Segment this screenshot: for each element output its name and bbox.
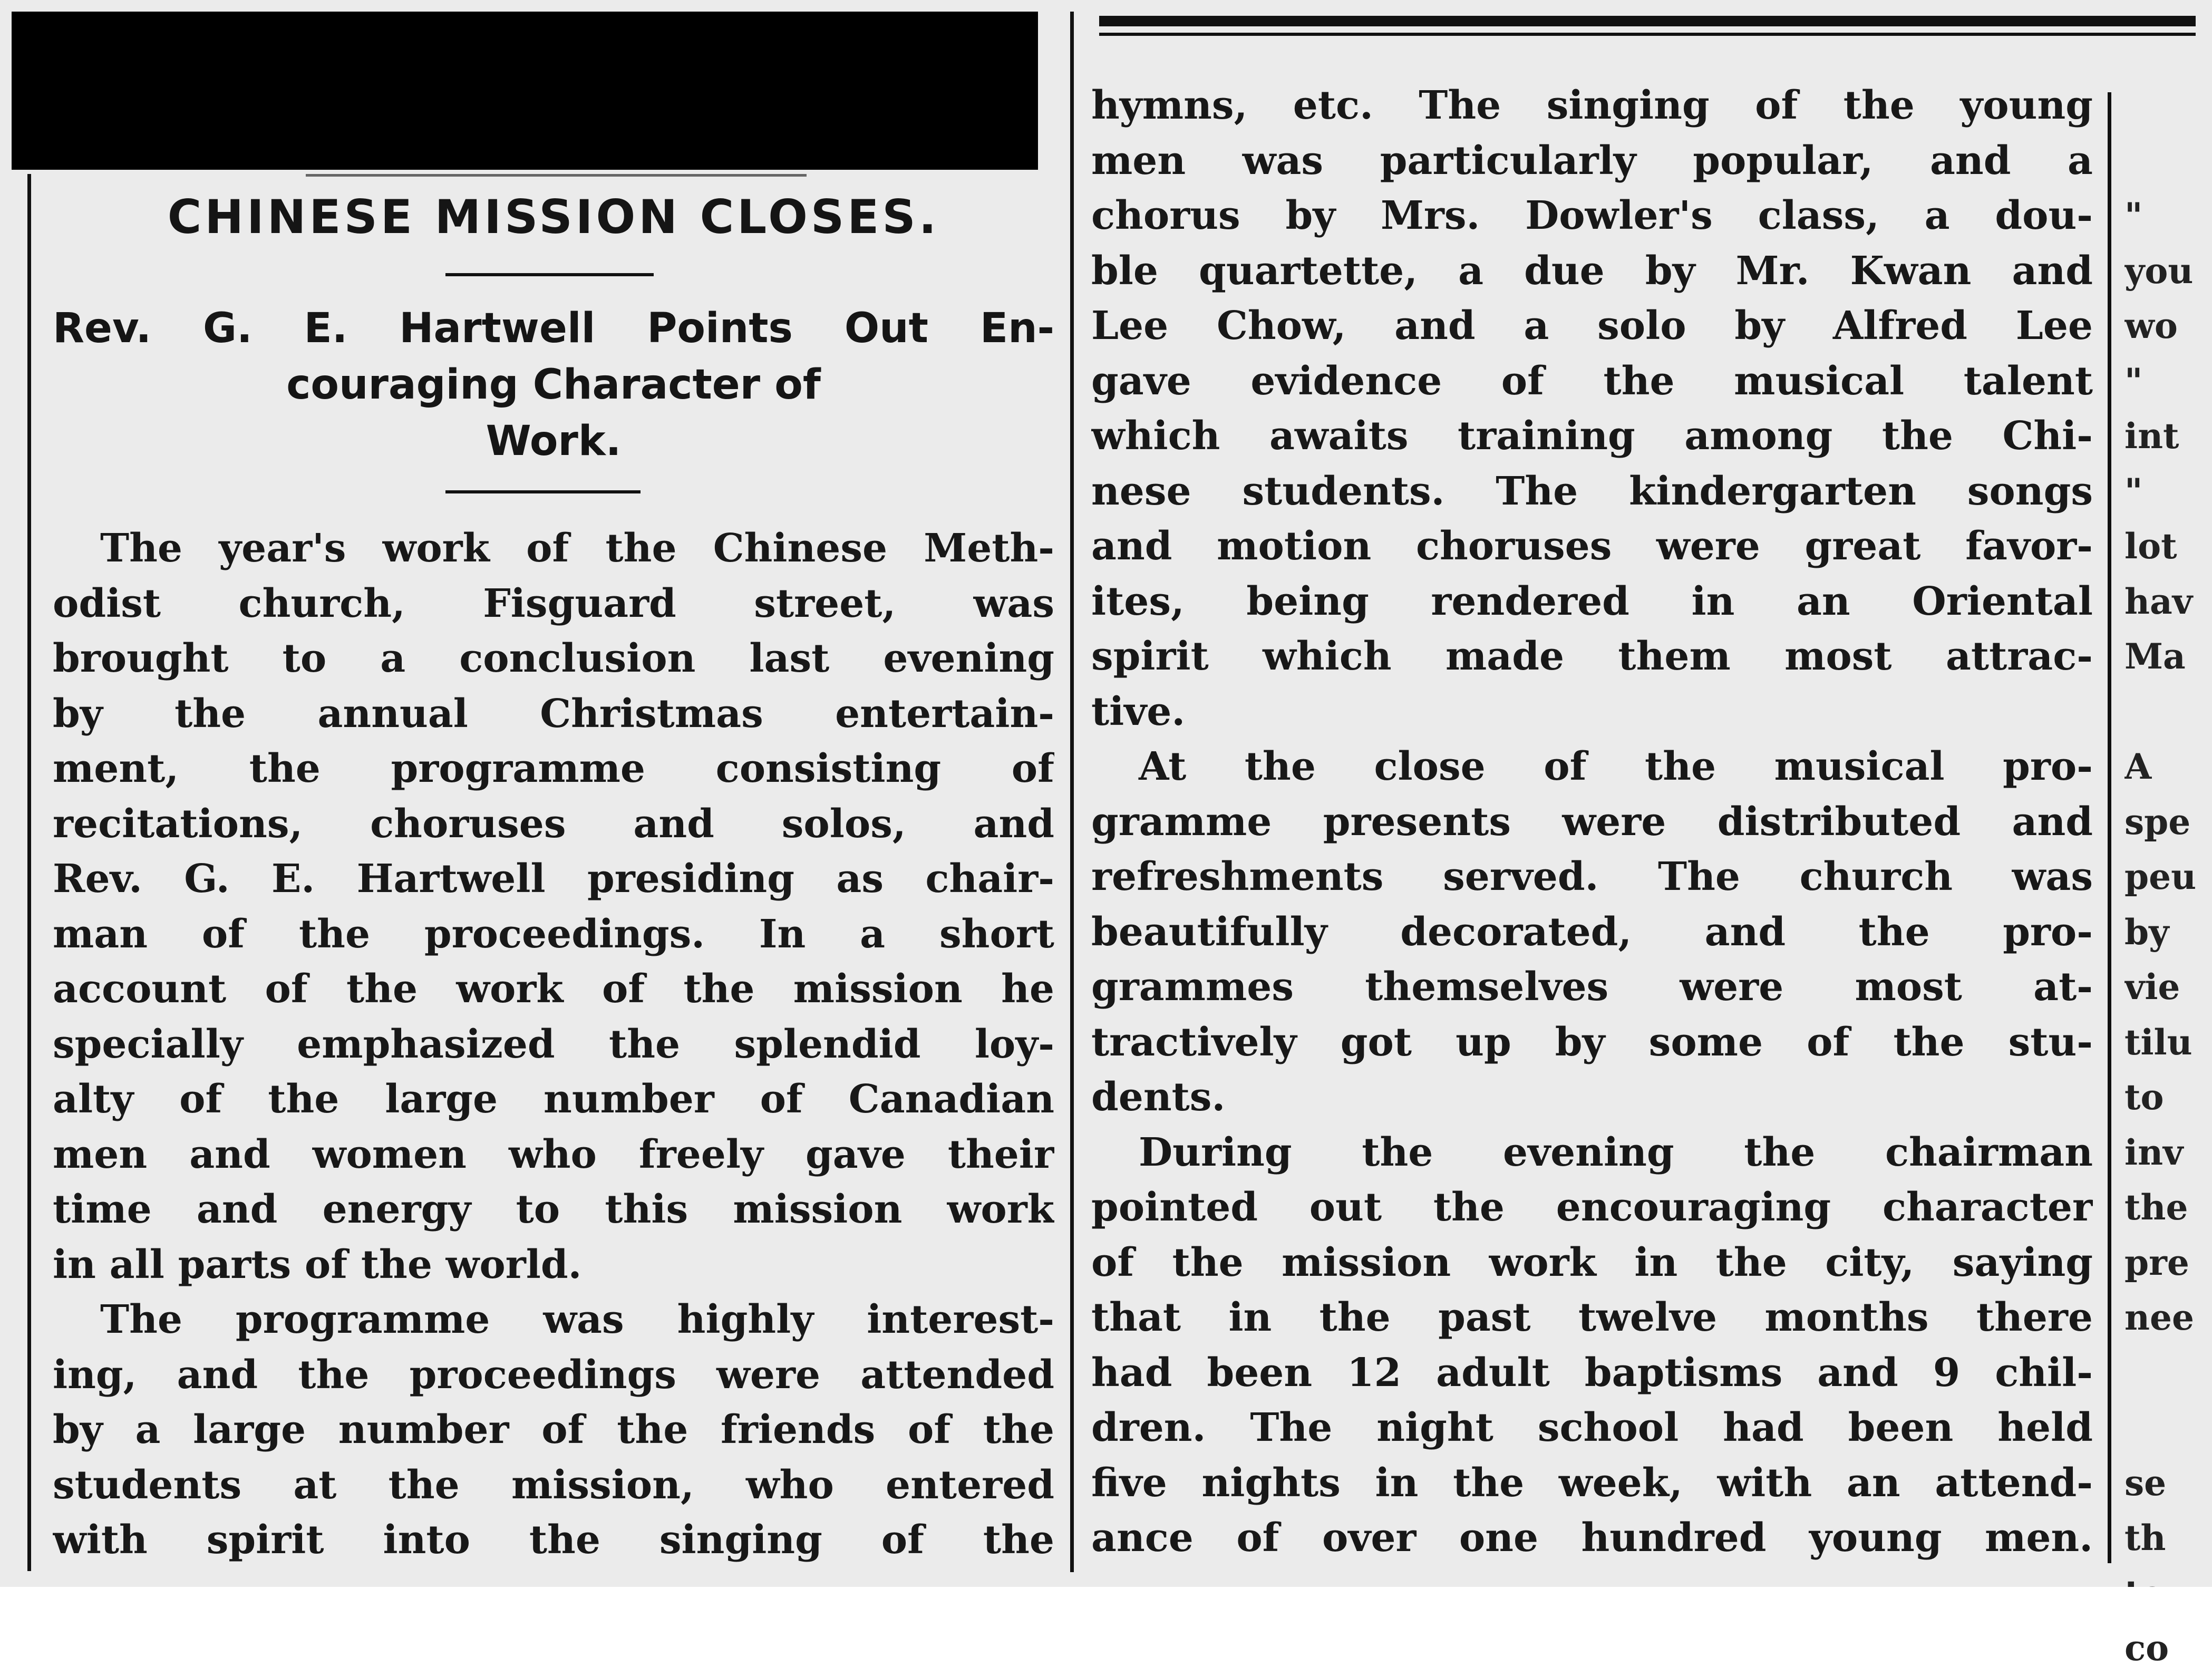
text-line: hymns, etc. The singing of the young [1091,83,2093,128]
text-line: students at the mission, who entered [53,1462,1054,1508]
fragment-line: to [2124,1077,2164,1118]
fragment-line: nee [2124,1297,2194,1338]
text-line: of the mission work in the city, saying [1091,1239,2093,1285]
fragment-line: A [2124,746,2152,787]
headline-divider [445,273,654,276]
text-line: five nights in the week, with an attend- [1091,1460,2093,1506]
text-line: men and women who freely gave their [53,1131,1054,1177]
article-column-1 [53,521,1054,1568]
text-line: nese students. The kindergarten songs [1091,468,2093,514]
fragment-line: spe [2124,801,2191,842]
text-line: ites, being rendered in an Oriental [1091,578,2093,624]
text-line: The year's work of the Chinese Meth- [100,526,1054,571]
text-line: account of the work of the mission he [53,966,1054,1012]
text-line: gramme presents were distributed and [1091,799,2093,845]
column-rule-left [27,174,31,1571]
fragment-line: th [2124,1517,2166,1558]
text-line: dren. The night school had been held [1091,1405,2093,1450]
text-line: Rev. G. E. Hartwell presiding as chair- [53,856,1054,902]
text-line: gave evidence of the musical talent [1091,358,2093,404]
top-rule-thin [1099,33,2196,36]
fragment-line: peu [2124,856,2197,897]
headline-rule-top [306,174,807,177]
fragment-line: the [2124,1187,2188,1228]
text-line: tractively got up by some of the stu- [1091,1019,2093,1065]
text-line: by a large number of the friends of the [53,1407,1054,1452]
fragment-line: co [2124,1627,2169,1669]
fragment-line: wo [2124,305,2178,346]
fragment-line: inv [2124,1131,2184,1173]
text-line: recitations, choruses and solos, and [53,801,1054,847]
fragment-line: hav [2124,580,2193,622]
text-line: with spirit into the singing of the [53,1517,1054,1563]
text-line: odist church, Fisguard street, was [53,580,1054,626]
text-line: Lee Chow, and a solo by Alfred Lee [1091,303,2093,348]
text-line: During the evening the chairman [1139,1129,2093,1175]
subhead-line: couraging Character of [286,361,821,409]
subhead-line: Rev. G. E. Hartwell Points Out En- [53,305,1054,352]
subhead-divider [445,490,641,493]
text-line: dents. [1091,1074,1226,1120]
fragment-line: vie [2124,966,2180,1007]
text-line: ance of over one hundred young men. [1091,1515,2093,1561]
fragment-line: Ma [2124,636,2186,677]
text-line: pointed out the encouraging character [1091,1185,2093,1230]
fragment-line [2124,684,2212,740]
text-line: refreshments served. The church was [1091,854,2093,899]
fragment-line [2124,133,2212,189]
fragment-line: by [2124,911,2169,953]
column-rule-right [2108,92,2111,1563]
text-line: ing, and the proceedings were attended [53,1352,1054,1398]
text-line: grammes themselves were most at- [1091,964,2093,1010]
text-line: brought to a conclusion last evening [53,636,1054,681]
redaction-block [12,12,1038,170]
article-column-2 [1091,78,2093,1566]
fragment-line: lot [2124,526,2177,567]
text-line: that in the past twelve months there [1091,1295,2093,1340]
text-line: chorus by Mrs. Dowler's class, a dou- [1091,193,2093,238]
fragment-line: se [2124,1462,2167,1504]
subheadline [53,301,1054,470]
text-line: man of the proceedings. In a short [53,911,1054,957]
text-line: specially emphasized the splendid loy- [53,1021,1054,1067]
headline: CHINESE MISSION CLOSES. [167,190,940,244]
column-rule-middle [1070,12,1074,1572]
fragment-line: int [2124,415,2179,457]
adjacent-column-fragments [2124,78,2212,1676]
text-line: At the close of the musical pro- [1139,744,2093,789]
subhead-line: Work. [486,418,622,465]
text-line: which awaits training among the Chi- [1091,413,2093,459]
fragment-line [2124,1400,2212,1456]
text-line: tive. [1091,689,1186,734]
text-line: beautifully decorated, and the pro- [1091,909,2093,955]
fragment-line: pre [2124,1242,2189,1283]
fragment-line: tilu [2124,1021,2192,1063]
fragment-line: you [2124,250,2194,292]
text-line: ment, the programme consisting of [53,746,1054,791]
fragment-line [2124,1345,2212,1401]
text-line: ble quartette, a due by Mr. Kwan and [1091,248,2093,294]
text-line: men was particularly popular, and a [1091,138,2093,183]
text-line: time and energy to this mission work [53,1187,1054,1232]
fragment-line: " [2124,195,2143,236]
text-line: in all parts of the world. [53,1242,582,1287]
page-bottom-margin [0,1587,2212,1624]
text-line: alty of the large number of Canadian [53,1077,1054,1122]
fragment-line: " [2124,470,2143,512]
text-line: spirit which made them most attrac- [1091,634,2093,679]
text-line: had been 12 adult baptisms and 9 chil- [1091,1350,2093,1396]
text-line: The programme was highly interest- [100,1297,1054,1342]
text-line: by the annual Christmas entertain- [53,691,1054,737]
top-rule-heavy [1099,16,2196,26]
text-line: and motion choruses were great favor- [1091,524,2093,569]
fragment-line: " [2124,360,2143,402]
fragment-line [2124,78,2212,133]
